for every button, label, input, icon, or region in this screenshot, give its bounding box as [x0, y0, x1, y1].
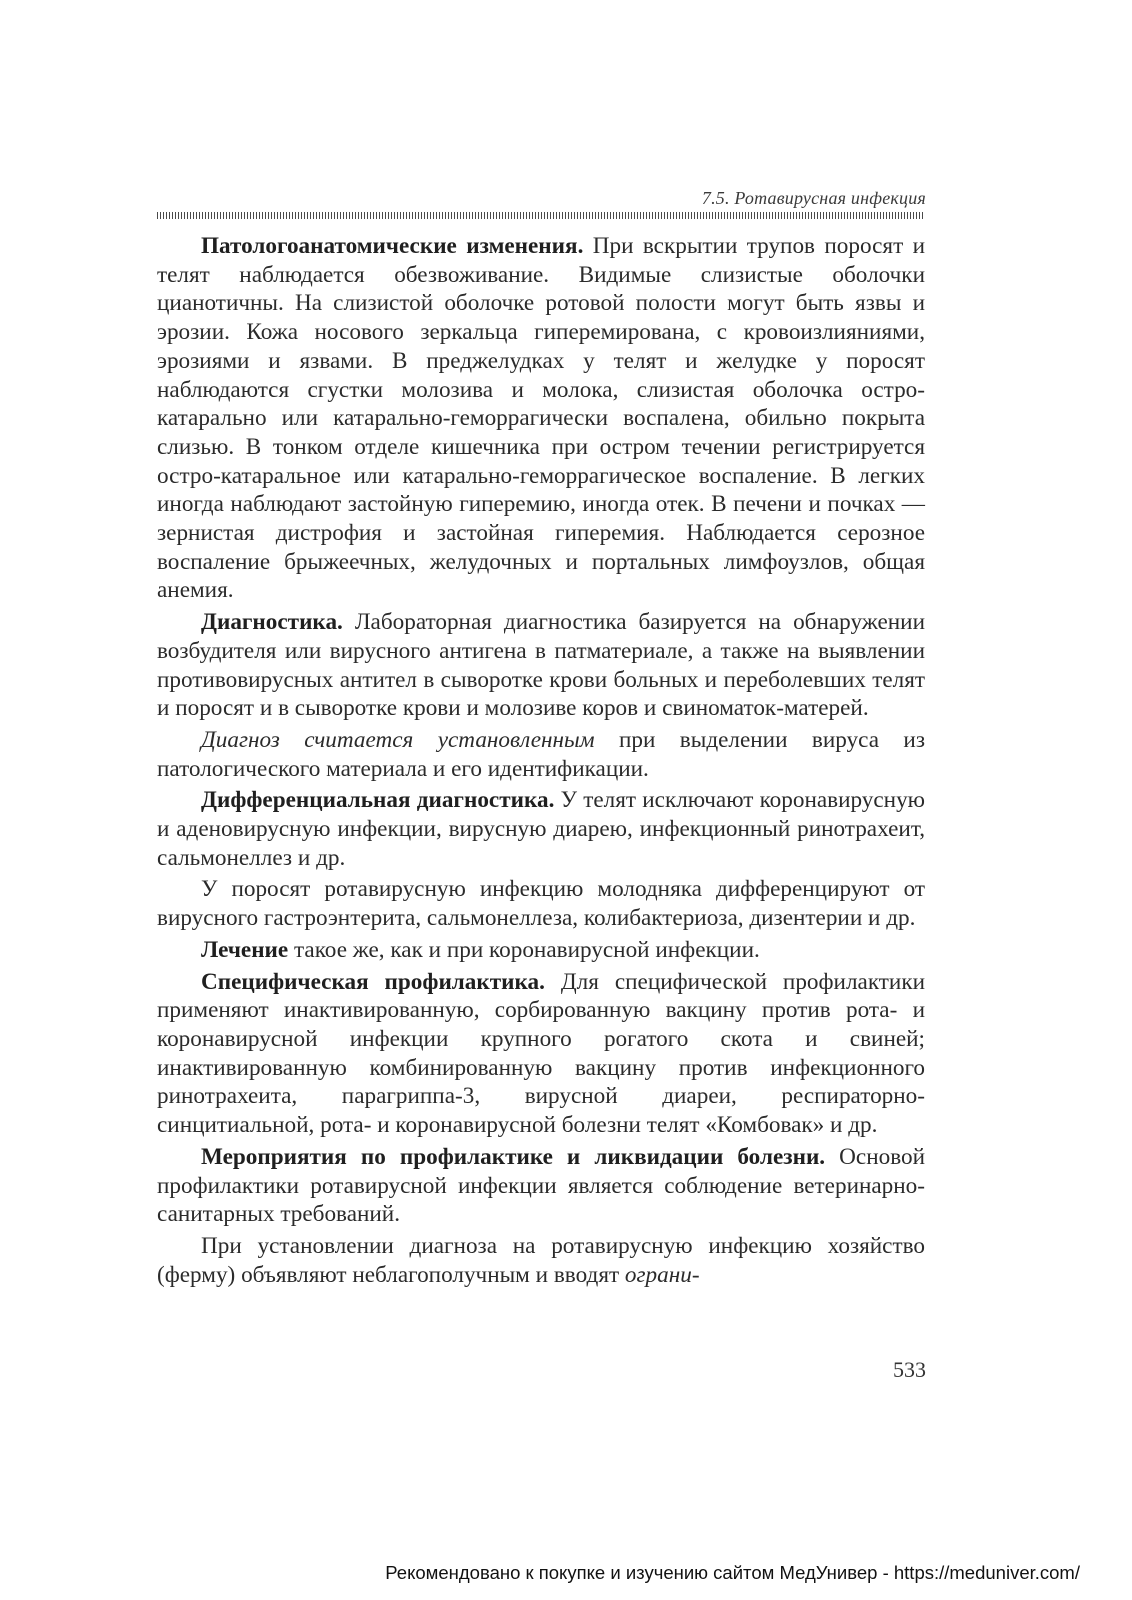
header-rule [157, 212, 925, 219]
paragraph-body: Для специфической профилактики применяют инактивированную, сорбированную вакцину против рота- и коронавирусной инфекции крупного рогатого скота и свиней; инактивированную комбинированную вакцину против инфекционного ринотрахеита, парагриппа-3, вирусной диареи, респираторно-синцитиальной, рота- и коронавирусной болезни телят «Комбовак» и др. [157, 968, 926, 1139]
paragraph-body: У поросят ротавирусную инфекцию молодняка дифференцируют от вирусного гастроэнтерита, сальмонеллеза, колибактериоза, дизентерии и др. [157, 876, 925, 932]
paragraph-body: Основой профилактики ротавирусной инфекции является соблюдение ветеринарно-санитарных требований. [157, 1143, 925, 1228]
running-head: 7.5. Ротавирусная инфекция [701, 188, 926, 208]
paragraph-body: при выделении вируса из патологического материала и его идентификации. [157, 726, 925, 782]
paragraph-pathology [157, 232, 925, 605]
paragraph-body: У телят исключают коронавирусную и аденовирусную инфекции, вирусную диарею, инфекционный ринотрахеит, сальмонеллез и др. [157, 787, 926, 871]
paragraph-lead: Мероприятия по профилактике и ликвидации болезни. [201, 1143, 826, 1170]
paragraph-lead: Дифференциальная диагностика. [201, 787, 555, 814]
paragraph-body: Лабораторная диагностика базируется на обнаружении возбудителя или вирусного антигена в патматериале, а также на выявлении противовирусных антител в сыворотке крови больных и переболевших телят и поросят и в сыворотке крови и молозиве коров и свиноматок-матерей. [157, 609, 925, 722]
paragraph-lead: Диагностика. [201, 609, 343, 636]
paragraph-prophylaxis [157, 968, 925, 1140]
paragraph-diagnosis [157, 726, 925, 783]
paragraph-lead: Патологоанатомические изменения. [201, 233, 584, 259]
page-number: 533 [893, 1357, 926, 1382]
paragraph-differential [157, 786, 925, 872]
body-text [157, 232, 925, 1292]
paragraph-quarantine [157, 1232, 925, 1289]
paragraph-piglets [157, 875, 925, 932]
paragraph-body: При установлении диагноза на ротавирусную инфекцию хозяйство (ферму) объявляют неблагополучным и вводят [157, 1232, 925, 1288]
paragraph-italic-lead: Диагноз считается установленным [201, 726, 595, 753]
paragraph-body: такое же, как и при коронавирусной инфекции. [288, 936, 760, 963]
paragraph-treatment [157, 936, 925, 965]
paragraph-measures [157, 1143, 925, 1229]
paragraph-lead: Лечение [201, 936, 289, 963]
paragraph-diagnostics [157, 608, 925, 723]
paragraph-italic-tail: ограни- [624, 1261, 700, 1288]
paragraph-lead: Специфическая профилактика. [201, 968, 545, 995]
paragraph-body: При вскрытии трупов поросят и телят наблюдается обезвоживание. Видимые слизистые оболочки цианотичны. На слизистой оболочке ротовой полости могут быть язвы и эрозии. Кожа носового зеркальца гиперемирована, с кровоизлияниями, эрозиями и язвами. В преджелудках у телят и желудке у поросят наблюдаются сгустки молозива и молока, слизистая оболочка остро-катарально или катарально-геморрагически воспалена, обильно покрыта слизью. В тонком отделе кишечника при остром течении регистрируется остро-катаральное или катарально-геморрагическое воспаление. В легких иногда наблюдают застойную гиперемию, иногда отек. В печени и почках — зернистая дистрофия и застойная гиперемия. Наблюдается серозное воспаление брыжеечных, желудочных и портальных лимфоузлов, общая анемия. [157, 233, 925, 604]
footer-recommendation: Рекомендовано к покупке и изучению сайтом МедУнивер - https://meduniver.com/ [385, 1562, 1080, 1583]
